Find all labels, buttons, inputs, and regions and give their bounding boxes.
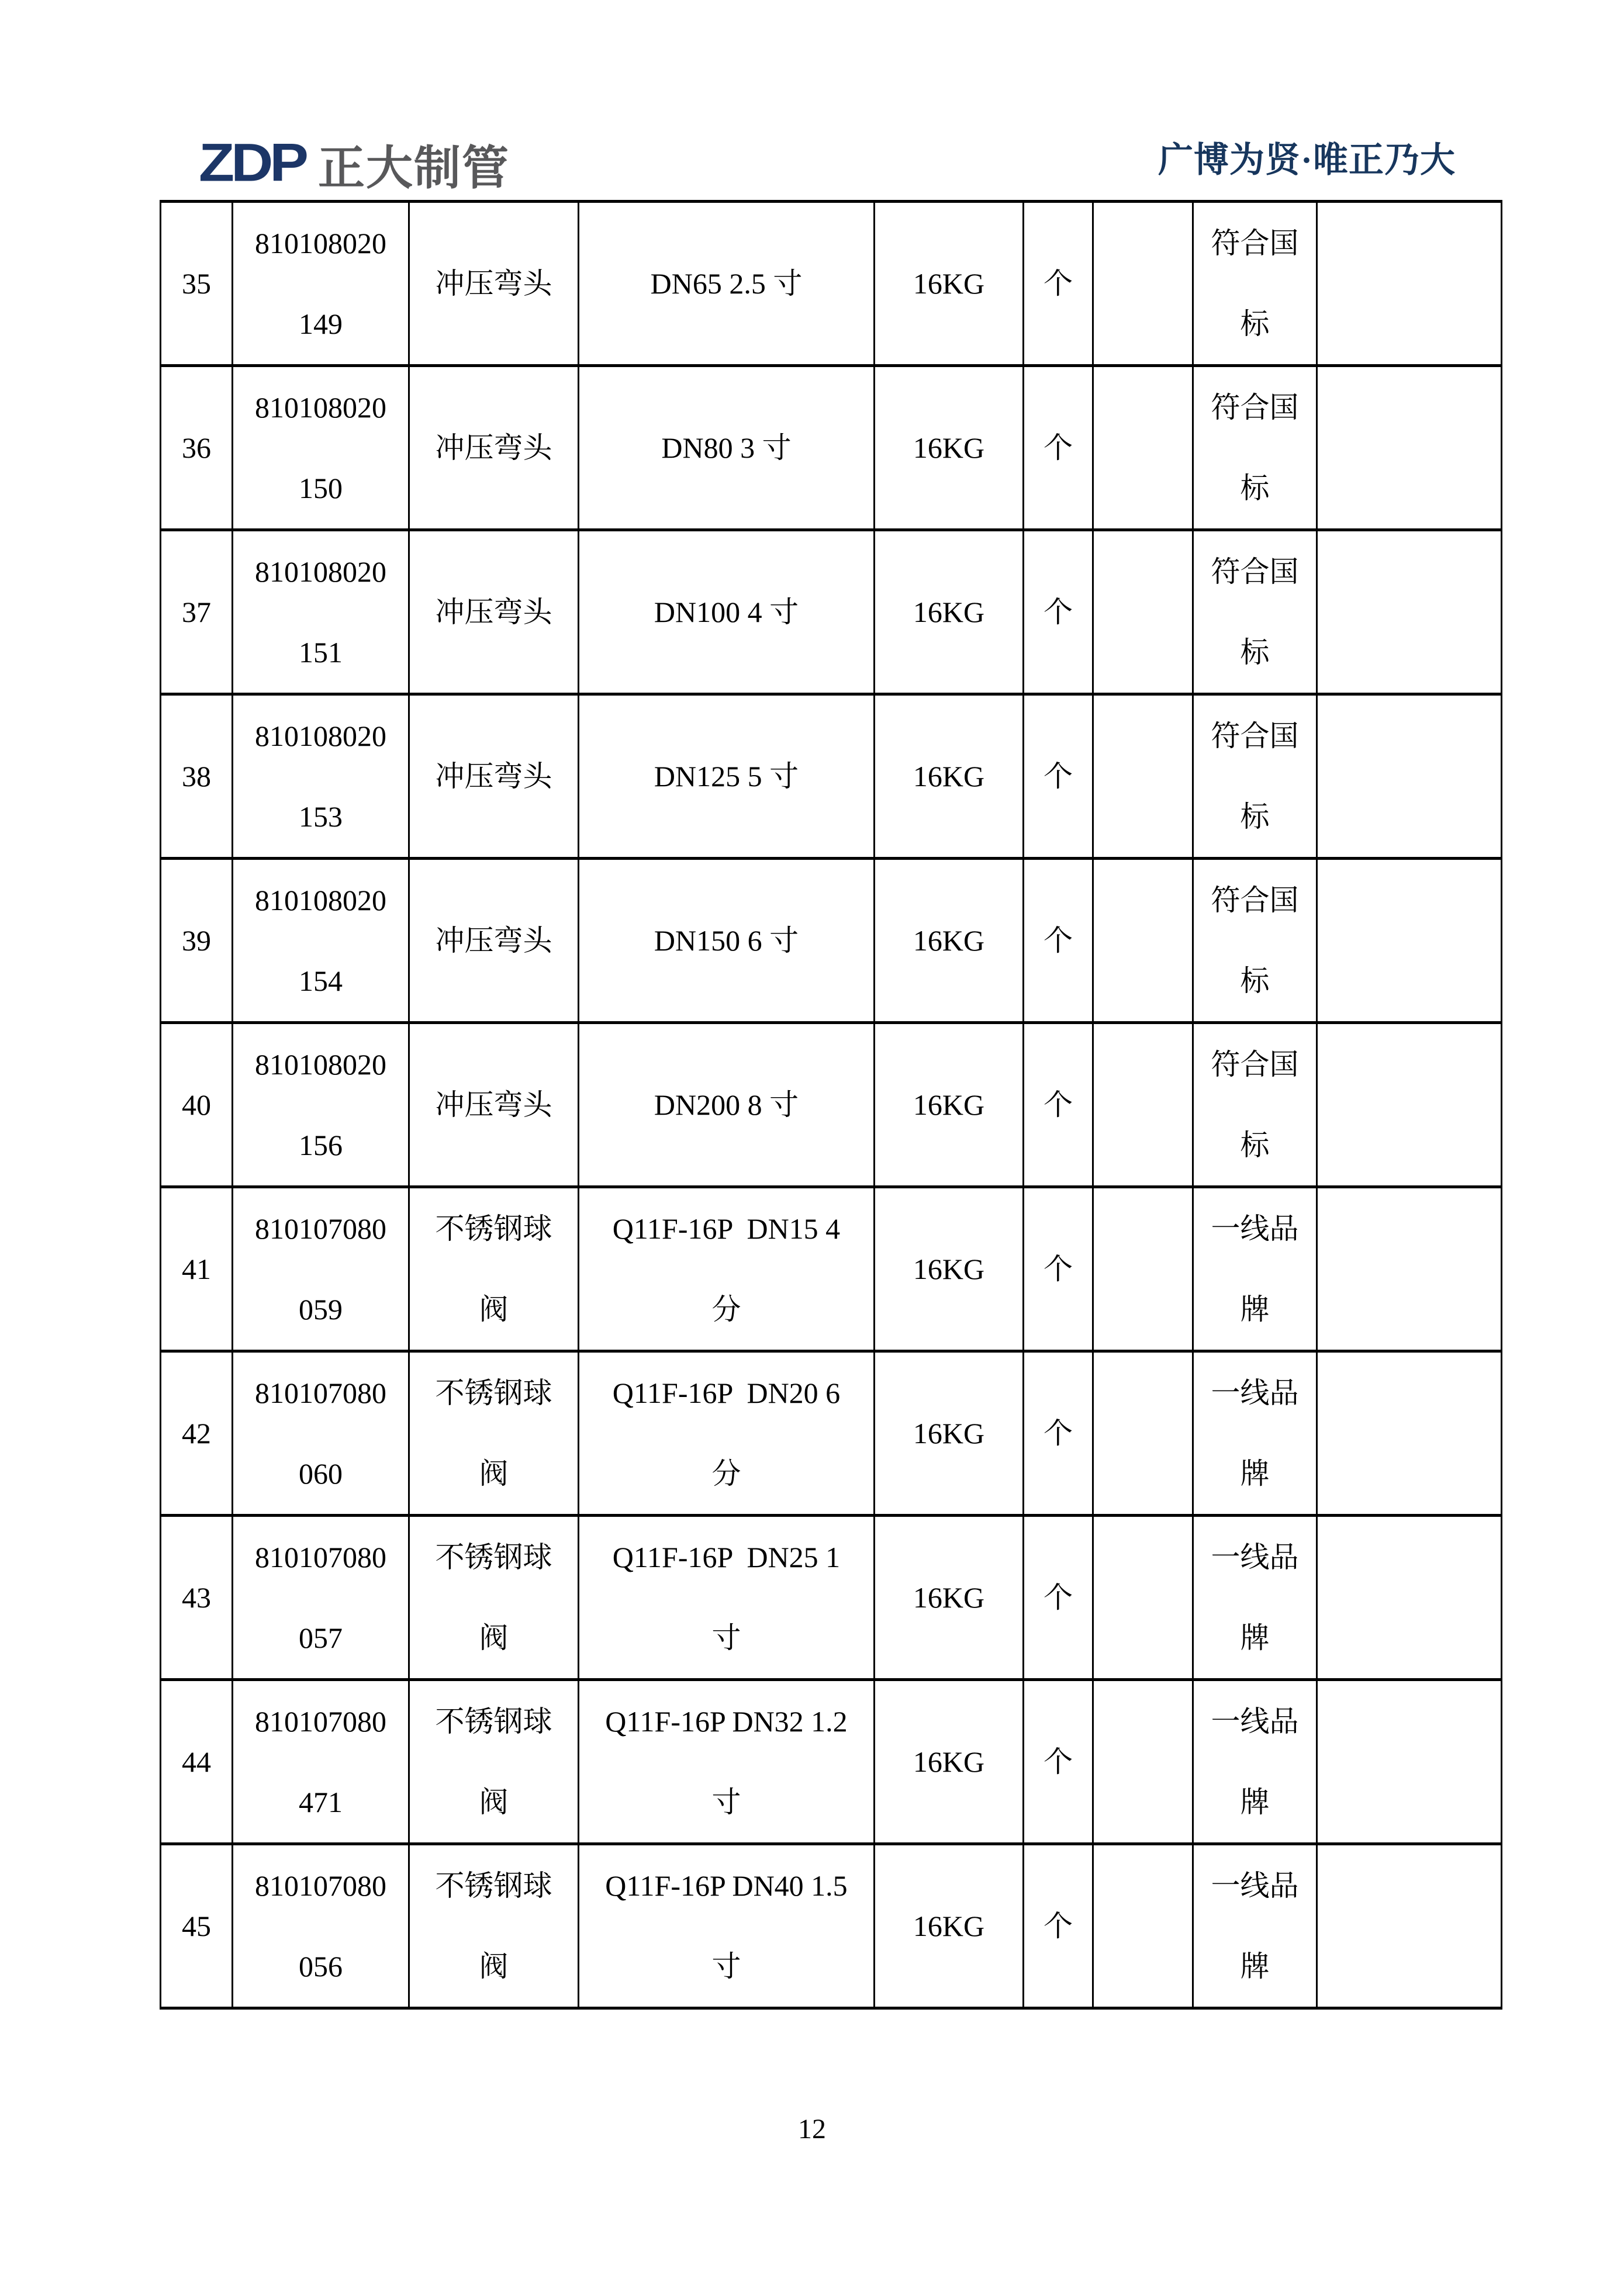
- cell-remark-empty: [1317, 1516, 1502, 1680]
- cell-material-code: 810107080 056: [233, 1844, 409, 2008]
- cell-product-name: 冲压弯头: [409, 530, 579, 694]
- table-row: [161, 530, 1502, 694]
- cell-pressure-rating: 16KG: [875, 1680, 1024, 1844]
- cell-unit: 个: [1024, 366, 1093, 530]
- cell-quantity-empty: [1093, 1516, 1193, 1680]
- cell-unit: 个: [1024, 694, 1093, 859]
- cell-material-code: 810107080 471: [233, 1680, 409, 1844]
- cell-row-number: 37: [161, 530, 233, 694]
- table-row: [161, 202, 1502, 366]
- cell-product-name: 冲压弯头: [409, 366, 579, 530]
- cell-remark-empty: [1317, 530, 1502, 694]
- cell-quantity-empty: [1093, 1023, 1193, 1187]
- cell-specification: Q11F-16P DN32 1.2 寸: [579, 1680, 875, 1844]
- cell-standard: 一线品 牌: [1193, 1844, 1317, 2008]
- cell-product-name: 冲压弯头: [409, 694, 579, 859]
- cell-standard: 一线品 牌: [1193, 1351, 1317, 1516]
- cell-pressure-rating: 16KG: [875, 859, 1024, 1023]
- cell-pressure-rating: 16KG: [875, 202, 1024, 366]
- table-row: [161, 1351, 1502, 1516]
- cell-specification: DN100 4 寸: [579, 530, 875, 694]
- cell-row-number: 38: [161, 694, 233, 859]
- cell-quantity-empty: [1093, 1680, 1193, 1844]
- cell-quantity-empty: [1093, 202, 1193, 366]
- cell-specification: DN200 8 寸: [579, 1023, 875, 1187]
- cell-product-name: 不锈钢球 阀: [409, 1516, 579, 1680]
- cell-quantity-empty: [1093, 694, 1193, 859]
- table-row: [161, 1680, 1502, 1844]
- cell-specification: DN80 3 寸: [579, 366, 875, 530]
- cell-product-name: 不锈钢球 阀: [409, 1680, 579, 1844]
- cell-material-code: 810108020 153: [233, 694, 409, 859]
- cell-product-name: 冲压弯头: [409, 859, 579, 1023]
- cell-standard: 一线品 牌: [1193, 1187, 1317, 1351]
- page-number: 12: [798, 2114, 826, 2145]
- cell-standard: 符合国 标: [1193, 1023, 1317, 1187]
- cell-unit: 个: [1024, 530, 1093, 694]
- header-slogan: 广博为贤·唯正乃大: [1157, 141, 1456, 179]
- cell-pressure-rating: 16KG: [875, 1844, 1024, 2008]
- logo-company-name: 正大制管: [318, 142, 510, 194]
- table-body: [161, 202, 1502, 2008]
- cell-unit: 个: [1024, 1023, 1093, 1187]
- cell-remark-empty: [1317, 694, 1502, 859]
- cell-row-number: 40: [161, 1023, 233, 1187]
- cell-unit: 个: [1024, 1516, 1093, 1680]
- cell-quantity-empty: [1093, 1844, 1193, 2008]
- items-table: [160, 200, 1502, 2010]
- cell-standard: 符合国 标: [1193, 202, 1317, 366]
- cell-specification: Q11F-16P DN20 6 分: [579, 1351, 875, 1516]
- cell-quantity-empty: [1093, 1187, 1193, 1351]
- cell-row-number: 43: [161, 1516, 233, 1680]
- cell-remark-empty: [1317, 1023, 1502, 1187]
- cell-remark-empty: [1317, 1351, 1502, 1516]
- cell-standard: 符合国 标: [1193, 859, 1317, 1023]
- cell-row-number: 41: [161, 1187, 233, 1351]
- cell-standard: 一线品 牌: [1193, 1516, 1317, 1680]
- cell-pressure-rating: 16KG: [875, 1351, 1024, 1516]
- cell-pressure-rating: 16KG: [875, 1023, 1024, 1187]
- cell-standard: 符合国 标: [1193, 366, 1317, 530]
- table-row: [161, 1844, 1502, 2008]
- cell-specification: Q11F-16P DN40 1.5 寸: [579, 1844, 875, 2008]
- cell-row-number: 39: [161, 859, 233, 1023]
- cell-specification: DN65 2.5 寸: [579, 202, 875, 366]
- cell-specification: DN125 5 寸: [579, 694, 875, 859]
- cell-row-number: 44: [161, 1680, 233, 1844]
- cell-unit: 个: [1024, 202, 1093, 366]
- cell-row-number: 45: [161, 1844, 233, 2008]
- cell-material-code: 810107080 057: [233, 1516, 409, 1680]
- cell-pressure-rating: 16KG: [875, 366, 1024, 530]
- cell-remark-empty: [1317, 202, 1502, 366]
- cell-specification: Q11F-16P DN25 1 寸: [579, 1516, 875, 1680]
- cell-remark-empty: [1317, 1187, 1502, 1351]
- cell-quantity-empty: [1093, 859, 1193, 1023]
- cell-product-name: 不锈钢球 阀: [409, 1844, 579, 2008]
- cell-specification: DN150 6 寸: [579, 859, 875, 1023]
- table-row: [161, 1187, 1502, 1351]
- cell-material-code: 810108020 151: [233, 530, 409, 694]
- cell-remark-empty: [1317, 859, 1502, 1023]
- cell-product-name: 不锈钢球 阀: [409, 1351, 579, 1516]
- cell-product-name: 冲压弯头: [409, 1023, 579, 1187]
- cell-row-number: 42: [161, 1351, 233, 1516]
- cell-material-code: 810107080 059: [233, 1187, 409, 1351]
- cell-unit: 个: [1024, 1680, 1093, 1844]
- company-logo: [199, 133, 510, 192]
- logo-zdp-text: ZDP: [199, 132, 305, 193]
- cell-product-name: 冲压弯头: [409, 202, 579, 366]
- cell-specification: Q11F-16P DN15 4 分: [579, 1187, 875, 1351]
- cell-material-code: 810108020 156: [233, 1023, 409, 1187]
- cell-standard: 一线品 牌: [1193, 1680, 1317, 1844]
- cell-pressure-rating: 16KG: [875, 694, 1024, 859]
- cell-remark-empty: [1317, 1680, 1502, 1844]
- cell-material-code: 810107080 060: [233, 1351, 409, 1516]
- cell-pressure-rating: 16KG: [875, 530, 1024, 694]
- cell-unit: 个: [1024, 1187, 1093, 1351]
- cell-standard: 符合国 标: [1193, 694, 1317, 859]
- cell-unit: 个: [1024, 1844, 1093, 2008]
- table-row: [161, 366, 1502, 530]
- cell-material-code: 810108020 149: [233, 202, 409, 366]
- cell-quantity-empty: [1093, 530, 1193, 694]
- cell-quantity-empty: [1093, 1351, 1193, 1516]
- cell-product-name: 不锈钢球 阀: [409, 1187, 579, 1351]
- cell-pressure-rating: 16KG: [875, 1516, 1024, 1680]
- cell-row-number: 35: [161, 202, 233, 366]
- cell-pressure-rating: 16KG: [875, 1187, 1024, 1351]
- table-row: [161, 859, 1502, 1023]
- cell-remark-empty: [1317, 366, 1502, 530]
- table-row: [161, 1516, 1502, 1680]
- table-row: [161, 1023, 1502, 1187]
- cell-material-code: 810108020 150: [233, 366, 409, 530]
- cell-row-number: 36: [161, 366, 233, 530]
- cell-remark-empty: [1317, 1844, 1502, 2008]
- cell-standard: 符合国 标: [1193, 530, 1317, 694]
- cell-quantity-empty: [1093, 366, 1193, 530]
- cell-unit: 个: [1024, 859, 1093, 1023]
- cell-unit: 个: [1024, 1351, 1093, 1516]
- cell-material-code: 810108020 154: [233, 859, 409, 1023]
- table-row: [161, 694, 1502, 859]
